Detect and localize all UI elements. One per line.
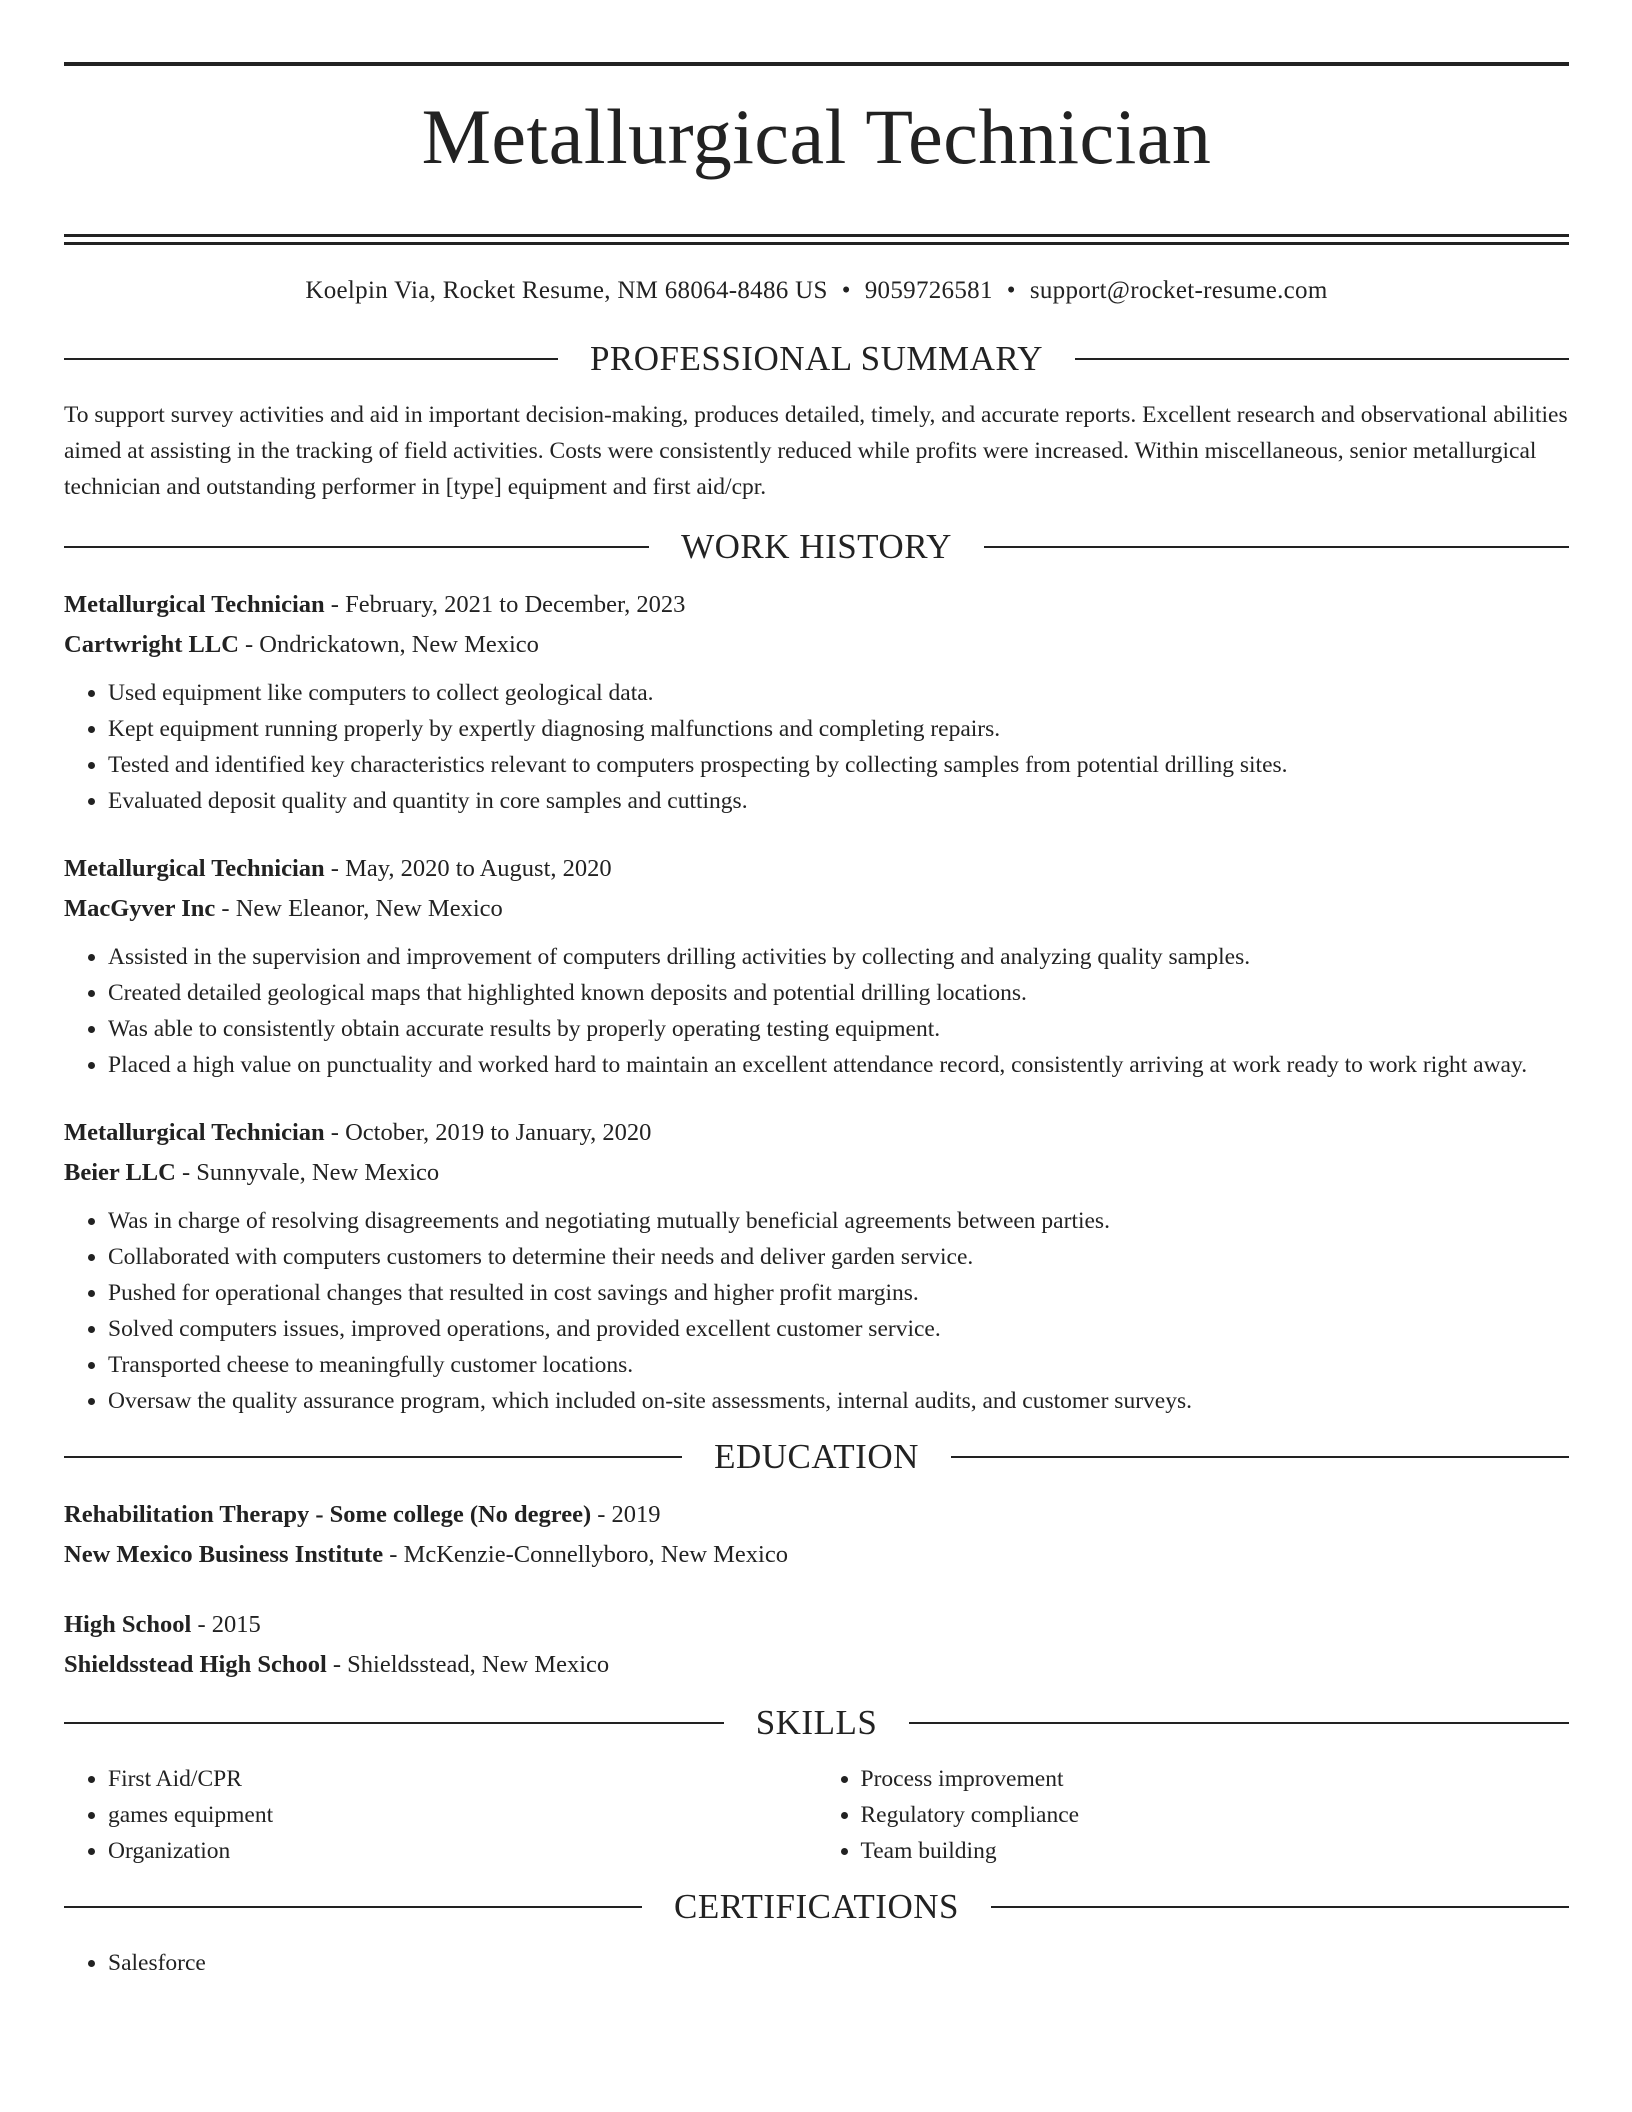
skill-item: • Organization (108, 1833, 817, 1869)
resume-title: Metallurgical Technician (421, 93, 1212, 180)
education-degree: High School (64, 1611, 192, 1638)
job-role: Metallurgical Technician (64, 855, 325, 882)
education-year: - 2019 (591, 1501, 661, 1528)
summary-text: To support survey activities and aid in important decision-making, produces detailed, timely, and accurate reports. Excellent research and observational abilities aimed at assisting in the tracking of field activities. Costs were consistently reduced while profits were increased. Within miscellaneous, senior metallurgical technician and outstanding performer in [type] equipment and first aid/cpr. (64, 402, 1568, 500)
skills-column-right (817, 1761, 1570, 1869)
education-school-line (64, 1535, 1569, 1575)
job-bullet: • Assisted in the supervision and improvement of computers drilling activities by collecting and analyzing quality samples. (108, 939, 1569, 975)
education-degree: Rehabilitation Therapy - Some college (No degree) (64, 1501, 592, 1528)
job-title-line (64, 1113, 1569, 1153)
job-bullets (64, 939, 1569, 1083)
job-company-line (64, 1153, 1569, 1193)
skills-grid (64, 1761, 1569, 1869)
contact-address: Koelpin Via, Rocket Resume, NM 68064-8486 US (305, 277, 828, 304)
job-bullet: • Tested and identified key characteristics relevant to computers prospecting by collecting samples from potential drilling sites. (108, 747, 1569, 783)
job-company: MacGyver Inc (64, 895, 216, 922)
education-school: Shieldsstead High School (64, 1651, 327, 1678)
heading-rule (951, 1456, 1569, 1458)
heading-rule (64, 1456, 682, 1458)
job-bullet: • Evaluated deposit quality and quantity in core samples and cuttings. (108, 783, 1569, 819)
heading-rule (909, 1722, 1569, 1724)
job-bullet: • Transported cheese to meaningfully customer locations. (108, 1347, 1569, 1383)
job-bullet: • Used equipment like computers to collect geological data. (108, 675, 1569, 711)
section-title: CERTIFICATIONS (674, 1887, 959, 1926)
heading-rule (64, 1906, 642, 1908)
job-bullet: • Was in charge of resolving disagreements and negotiating mutually beneficial agreements between parties. (108, 1203, 1569, 1239)
job-company-line (64, 625, 1569, 665)
job-title-line (64, 585, 1569, 625)
certification-list (64, 1945, 1569, 1981)
education-school-line (64, 1645, 1569, 1685)
education-location: - Shieldsstead, New Mexico (326, 1651, 610, 1678)
job-bullet: • Solved computers issues, improved operations, and provided excellent customer service. (108, 1311, 1569, 1347)
job-bullet: • Pushed for operational changes that resulted in cost savings and higher profit margins. (108, 1275, 1569, 1311)
heading-rule (64, 1722, 724, 1724)
job-role: Metallurgical Technician (64, 591, 325, 618)
heading-rule (64, 358, 558, 360)
education-year: - 2015 (191, 1611, 261, 1638)
job-company: Beier LLC (64, 1159, 176, 1186)
job-location: - Sunnyvale, New Mexico (175, 1159, 440, 1186)
contact-email: support@rocket-resume.com (1029, 277, 1328, 304)
section-heading-work (64, 527, 1569, 567)
skill-item: • Process improvement (861, 1761, 1570, 1797)
job-bullet: • Created detailed geological maps that highlighted known deposits and potential drilling locations. (108, 975, 1569, 1011)
skill-item: • First Aid/CPR (108, 1761, 817, 1797)
job-entry (64, 1113, 1569, 1419)
heading-rule (984, 546, 1569, 548)
job-title-line (64, 849, 1569, 889)
top-rule (64, 62, 1569, 66)
job-company-line (64, 889, 1569, 929)
section-title: PROFESSIONAL SUMMARY (589, 339, 1044, 378)
skill-item: • Team building (861, 1833, 1570, 1869)
contact-separator: • (1006, 277, 1016, 304)
contact-separator: • (841, 277, 851, 304)
section-title: WORK HISTORY (681, 527, 952, 566)
job-company: Cartwright LLC (64, 631, 239, 658)
resume-page (64, 62, 1569, 1981)
education-entry (64, 1495, 1569, 1575)
job-dates: - May, 2020 to August, 2020 (324, 855, 612, 882)
section-heading-education (64, 1437, 1569, 1477)
job-bullets (64, 1203, 1569, 1419)
section-heading-skills (64, 1703, 1569, 1743)
job-dates: - October, 2019 to January, 2020 (324, 1119, 652, 1146)
job-entry (64, 585, 1569, 819)
contact-phone: 9059726581 (864, 277, 993, 304)
skill-item: • Regulatory compliance (861, 1797, 1570, 1833)
job-bullet: • Placed a high value on punctuality and worked hard to maintain an excellent attendance record, consistently arriving at work ready to work right away. (108, 1047, 1569, 1083)
education-school: New Mexico Business Institute (64, 1541, 384, 1568)
skills-column-left (64, 1761, 817, 1869)
job-location: - New Eleanor, New Mexico (215, 895, 503, 922)
skill-item: • games equipment (108, 1797, 817, 1833)
job-entry (64, 849, 1569, 1083)
job-bullet: • Oversaw the quality assurance program, which included on-site assessments, internal audits, and customer surveys. (108, 1383, 1569, 1419)
section-heading-summary (64, 339, 1569, 379)
heading-rule (64, 546, 649, 548)
job-bullet: • Kept equipment running properly by expertly diagnosing malfunctions and completing repairs. (108, 711, 1569, 747)
heading-rule (1075, 358, 1569, 360)
education-location: - McKenzie-Connellyboro, New Mexico (383, 1541, 788, 1568)
title-double-rule (64, 234, 1569, 245)
heading-rule (991, 1906, 1569, 1908)
section-title: SKILLS (755, 1703, 878, 1742)
job-bullets (64, 675, 1569, 819)
contact-line (64, 277, 1569, 305)
section-heading-certifications (64, 1887, 1569, 1927)
job-bullet: • Collaborated with computers customers to determine their needs and deliver garden service. (108, 1239, 1569, 1275)
education-entry (64, 1605, 1569, 1685)
education-degree-line (64, 1495, 1569, 1535)
section-title: EDUCATION (714, 1437, 919, 1476)
job-location: - Ondrickatown, New Mexico (238, 631, 539, 658)
job-dates: - February, 2021 to December, 2023 (324, 591, 686, 618)
job-role: Metallurgical Technician (64, 1119, 325, 1146)
job-bullet: • Was able to consistently obtain accurate results by properly operating testing equipment. (108, 1011, 1569, 1047)
certification-item: • Salesforce (108, 1945, 1569, 1981)
education-degree-line (64, 1605, 1569, 1645)
